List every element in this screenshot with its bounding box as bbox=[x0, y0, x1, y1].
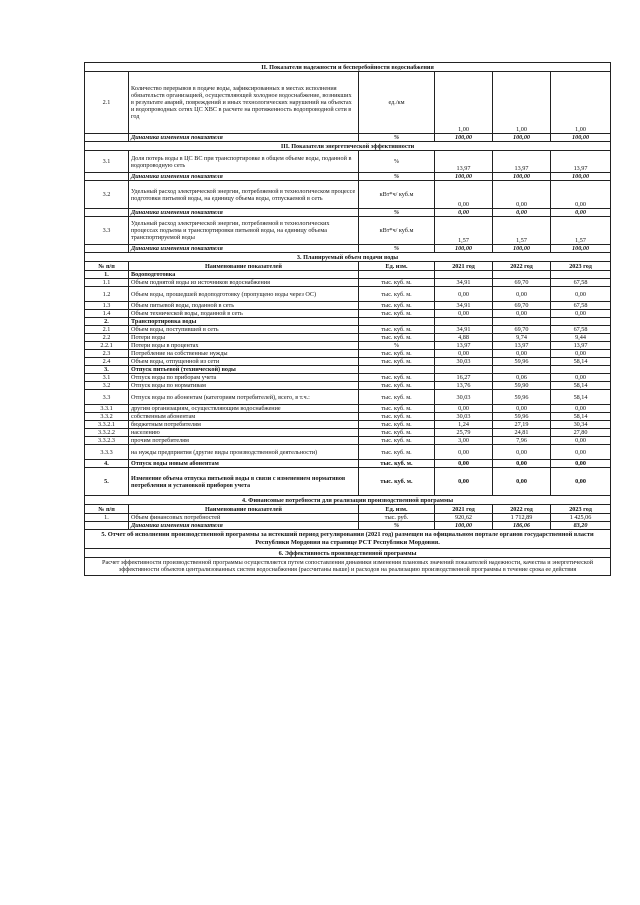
row-unit: % bbox=[359, 209, 435, 217]
value-2022: 0,00 bbox=[493, 445, 551, 460]
value-2021: 13,97 bbox=[435, 151, 493, 173]
value-2023: 0,00 bbox=[551, 445, 611, 460]
value-2023: 1 425,06 bbox=[551, 514, 611, 522]
row-unit: % bbox=[359, 151, 435, 173]
header-2021: 2021 год bbox=[435, 262, 493, 271]
value-2021 bbox=[435, 271, 493, 279]
section-2-title: II. Показатели надежности и бесперебойности водоснабжения bbox=[85, 63, 611, 72]
section-6-title: 6. Эффективность производственной программы bbox=[85, 549, 611, 558]
value-2023 bbox=[551, 366, 611, 374]
row-name: другим организациям, осуществляющим водоснабжение bbox=[129, 405, 359, 413]
row-number: 1. bbox=[85, 271, 129, 279]
row-number: 1.4 bbox=[85, 310, 129, 318]
row-number: 1.2 bbox=[85, 287, 129, 302]
value-2021: 30,03 bbox=[435, 413, 493, 421]
value-2023: 9,44 bbox=[551, 334, 611, 342]
finance-section-title: 4. Финансовые потребности для реализации производственной программы bbox=[85, 496, 611, 505]
table-row bbox=[85, 437, 611, 445]
row-name: Потери воды bbox=[129, 334, 359, 342]
dynamics-label: Динамика изменения показателя bbox=[129, 245, 359, 253]
value-2023 bbox=[551, 271, 611, 279]
value-2022: 13,97 bbox=[493, 151, 551, 173]
value-2021: 100,00 bbox=[435, 522, 493, 530]
value-2022: 0,00 bbox=[493, 310, 551, 318]
header-num: № п/п bbox=[85, 505, 129, 514]
row-number: 4. bbox=[85, 460, 129, 468]
row-name: Водоподготовка bbox=[129, 271, 359, 279]
value-2022: 100,00 bbox=[493, 245, 551, 253]
volume-header-row bbox=[85, 262, 611, 271]
row-unit bbox=[359, 318, 435, 326]
value-2021: 4,88 bbox=[435, 334, 493, 342]
value-2022: 9,74 bbox=[493, 334, 551, 342]
value-2023: 0,00 bbox=[551, 310, 611, 318]
value-2021: 1,57 bbox=[435, 217, 493, 245]
row-unit: % bbox=[359, 342, 435, 350]
header-2022: 2022 год bbox=[493, 262, 551, 271]
row-name: Удельный расход электрической энергии, потребляемой в технологическом процессе подготовки питьевой воды, на единицу объема воды, отпускаемой в сеть bbox=[129, 181, 359, 209]
value-2022: 0,00 bbox=[493, 468, 551, 496]
table-row bbox=[85, 374, 611, 382]
row-unit: тыс. куб. м. bbox=[359, 302, 435, 310]
header-unit: Ед. изм. bbox=[359, 505, 435, 514]
row-number: 2.2.1 bbox=[85, 342, 129, 350]
row-number: 1.3 bbox=[85, 302, 129, 310]
row-number: 3.3.2.2 bbox=[85, 429, 129, 437]
value-2022 bbox=[493, 366, 551, 374]
value-2021: 25,79 bbox=[435, 429, 493, 437]
row-unit: тыс. куб. м. bbox=[359, 326, 435, 334]
row-number: 3.3.1 bbox=[85, 405, 129, 413]
value-2021 bbox=[435, 366, 493, 374]
value-2021: 30,03 bbox=[435, 390, 493, 405]
row-unit: кВт*ч/ куб.м bbox=[359, 217, 435, 245]
value-2022: 0,00 bbox=[493, 287, 551, 302]
dynamics-row bbox=[85, 522, 611, 530]
value-2023: 27,80 bbox=[551, 429, 611, 437]
value-2022: 69,70 bbox=[493, 279, 551, 287]
value-2023 bbox=[551, 318, 611, 326]
row-name: Объем питьевой воды, поданной в сеть bbox=[129, 302, 359, 310]
row-number: 3.3 bbox=[85, 217, 129, 245]
indicators-table bbox=[84, 62, 611, 576]
row-unit: тыс. куб. м. bbox=[359, 279, 435, 287]
row-number: 3. bbox=[85, 366, 129, 374]
row-name: населению bbox=[129, 429, 359, 437]
value-2021: 0,00 bbox=[435, 350, 493, 358]
value-2022: 27,19 bbox=[493, 421, 551, 429]
value-2022: 69,70 bbox=[493, 326, 551, 334]
row-unit: % bbox=[359, 522, 435, 530]
value-2021: 3,00 bbox=[435, 437, 493, 445]
row-number: 3.3 bbox=[85, 390, 129, 405]
value-2022: 1,57 bbox=[493, 217, 551, 245]
row-number: 2.2 bbox=[85, 334, 129, 342]
value-2023: 58,14 bbox=[551, 382, 611, 390]
value-2021: 0,00 bbox=[435, 460, 493, 468]
value-2022: 186,06 bbox=[493, 522, 551, 530]
value-2022: 0,00 bbox=[493, 181, 551, 209]
value-2021: 0,00 bbox=[435, 468, 493, 496]
row-name: Изменение объема отпуска питьевой воды в связи с изменением нормативов потребления и установкой приборов учета bbox=[129, 468, 359, 496]
dynamics-label: Динамика изменения показателя bbox=[129, 522, 359, 530]
value-2023: 0,00 bbox=[551, 350, 611, 358]
value-2023: 1,00 bbox=[551, 72, 611, 134]
row-number: 3.2 bbox=[85, 181, 129, 209]
value-2021: 1,00 bbox=[435, 72, 493, 134]
value-2022 bbox=[493, 318, 551, 326]
value-2023: 0,00 bbox=[551, 468, 611, 496]
row-unit: тыс. куб. м. bbox=[359, 421, 435, 429]
table-row bbox=[85, 421, 611, 429]
row-unit: тыс. куб. м. bbox=[359, 310, 435, 318]
table-row bbox=[85, 358, 611, 366]
row-name: бюджетным потребителям bbox=[129, 421, 359, 429]
value-2023: 100,00 bbox=[551, 173, 611, 181]
table-row bbox=[85, 279, 611, 287]
row-name: Потери воды в процентах bbox=[129, 342, 359, 350]
row-number: 3.3.3 bbox=[85, 445, 129, 460]
value-2021: 30,03 bbox=[435, 358, 493, 366]
row-unit: тыс. руб. bbox=[359, 514, 435, 522]
value-2023: 0,00 bbox=[551, 405, 611, 413]
row-unit: тыс. куб. м. bbox=[359, 334, 435, 342]
table-row bbox=[85, 405, 611, 413]
value-2023: 67,58 bbox=[551, 326, 611, 334]
value-2021: 100,00 bbox=[435, 245, 493, 253]
table-row bbox=[85, 326, 611, 334]
header-num: № п/п bbox=[85, 262, 129, 271]
table-row bbox=[85, 181, 611, 209]
value-2021: 34,91 bbox=[435, 279, 493, 287]
table-row bbox=[85, 382, 611, 390]
row-name: Отпуск воды по абонентам (категориям потребителей), всего, в т.ч.: bbox=[129, 390, 359, 405]
row-name: Объем технической воды, поданной в сеть bbox=[129, 310, 359, 318]
dynamics-label: Динамика изменения показателя bbox=[129, 173, 359, 181]
row-name: Удельный расход электрической энергии, потребляемой в технологических процессах подъема и транспортировки питьевой воды, на единицу объема транспортируемой воды bbox=[129, 217, 359, 245]
table-row bbox=[85, 460, 611, 468]
row-name: Отпуск воды по нормативам bbox=[129, 382, 359, 390]
header-2023: 2023 год bbox=[551, 505, 611, 514]
value-2021: 0,00 bbox=[435, 287, 493, 302]
value-2023: 0,00 bbox=[551, 181, 611, 209]
row-unit: тыс. куб. м. bbox=[359, 382, 435, 390]
row-number: 1. bbox=[85, 514, 129, 522]
dynamics-row bbox=[85, 173, 611, 181]
dynamics-row bbox=[85, 245, 611, 253]
row-unit: ед./км bbox=[359, 72, 435, 134]
value-2022: 1,00 bbox=[493, 72, 551, 134]
value-2023: 83,20 bbox=[551, 522, 611, 530]
value-2021: 0,00 bbox=[435, 310, 493, 318]
value-2022: 24,81 bbox=[493, 429, 551, 437]
section-5-report: 5. Отчет об исполнении производственной программы за истекший период регулирования (2021 год) размещен на официальном портале органов государственной власти Республики Мордовия на странице РСТ Республики Мордовия. bbox=[85, 530, 611, 549]
section-6-text: Расчет эффективности производственной программы осуществляется путем сопоставления динамики изменения плановых значений показателей надежности, качества и энергетической эффективности объектов централизованных систем водоснабжения (рассчитаны выше) и расходов на реализацию производственной программы в течение срока ее действия bbox=[85, 558, 611, 576]
header-name: Наименование показателей bbox=[129, 505, 359, 514]
value-2023: 67,58 bbox=[551, 302, 611, 310]
row-name: Отпуск воды новым абонентам bbox=[129, 460, 359, 468]
row-unit: % bbox=[359, 134, 435, 142]
row-unit: тыс. куб. м. bbox=[359, 413, 435, 421]
value-2022: 0,00 bbox=[493, 350, 551, 358]
row-unit: тыс. куб. м. bbox=[359, 460, 435, 468]
row-number: 5. bbox=[85, 468, 129, 496]
value-2022: 13,97 bbox=[493, 342, 551, 350]
table-row bbox=[85, 217, 611, 245]
value-2023: 0,00 bbox=[551, 374, 611, 382]
value-2021 bbox=[435, 318, 493, 326]
row-name: Объем воды, поступившей в сеть bbox=[129, 326, 359, 334]
table-row bbox=[85, 514, 611, 522]
value-2022: 100,00 bbox=[493, 134, 551, 142]
header-2022: 2022 год bbox=[493, 505, 551, 514]
value-2021: 0,00 bbox=[435, 209, 493, 217]
row-name: прочим потребителям bbox=[129, 437, 359, 445]
row-number: 2.1 bbox=[85, 72, 129, 134]
value-2022: 59,96 bbox=[493, 390, 551, 405]
value-2021: 16,27 bbox=[435, 374, 493, 382]
row-name: Отпуск питьевой (технической) воды bbox=[129, 366, 359, 374]
value-2022: 59,90 bbox=[493, 382, 551, 390]
row-number: 3.3.2.3 bbox=[85, 437, 129, 445]
table-row bbox=[85, 334, 611, 342]
value-2023: 0,00 bbox=[551, 460, 611, 468]
row-unit bbox=[359, 271, 435, 279]
value-2022: 100,00 bbox=[493, 173, 551, 181]
header-2021: 2021 год bbox=[435, 505, 493, 514]
row-number: 3.3.2 bbox=[85, 413, 129, 421]
header-unit: Ед. изм. bbox=[359, 262, 435, 271]
value-2021: 13,76 bbox=[435, 382, 493, 390]
header-name: Наименование показателей bbox=[129, 262, 359, 271]
row-unit: % bbox=[359, 245, 435, 253]
row-name: на нужды предприятия (другие виды производственной деятельности) bbox=[129, 445, 359, 460]
value-2021: 0,00 bbox=[435, 181, 493, 209]
row-name: Объем финансовых потребностей bbox=[129, 514, 359, 522]
row-name: Количество перерывов в подаче воды, зафиксированных в местах исполнения обязательств организацией, осуществляющей холодное водоснабжение, возникших в результате аварий, повреждений и иных технологических нарушений на объектах и водопроводных сетях ЦС ХВС в расчете на протяженность водопроводной сети в год bbox=[129, 72, 359, 134]
row-unit: тыс. куб. м. bbox=[359, 445, 435, 460]
value-2023: 67,58 bbox=[551, 279, 611, 287]
value-2023: 13,97 bbox=[551, 342, 611, 350]
table-row bbox=[85, 302, 611, 310]
row-number: 2.3 bbox=[85, 350, 129, 358]
table-row bbox=[85, 468, 611, 496]
value-2023: 13,97 bbox=[551, 151, 611, 173]
row-name: Транспортировка воды bbox=[129, 318, 359, 326]
row-unit: тыс. куб. м. bbox=[359, 405, 435, 413]
section-3-title: III. Показатели энергетической эффективности bbox=[85, 142, 611, 151]
value-2022: 0,06 bbox=[493, 374, 551, 382]
value-2022: 0,00 bbox=[493, 405, 551, 413]
value-2021: 100,00 bbox=[435, 173, 493, 181]
value-2022: 0,00 bbox=[493, 209, 551, 217]
value-2023: 0,00 bbox=[551, 287, 611, 302]
value-2023: 58,14 bbox=[551, 390, 611, 405]
row-unit: кВт*ч/ куб.м bbox=[359, 181, 435, 209]
row-unit: тыс. куб. м. bbox=[359, 468, 435, 496]
row-unit: тыс. куб. м. bbox=[359, 429, 435, 437]
dynamics-row bbox=[85, 134, 611, 142]
row-name: Объем воды, прошедшей водоподготовку (пропущено воды через ОС) bbox=[129, 287, 359, 302]
table-row bbox=[85, 342, 611, 350]
table-row bbox=[85, 271, 611, 279]
value-2023: 100,00 bbox=[551, 245, 611, 253]
value-2023: 100,00 bbox=[551, 134, 611, 142]
value-2023: 30,34 bbox=[551, 421, 611, 429]
row-unit: % bbox=[359, 173, 435, 181]
dynamics-label: Динамика изменения показателя bbox=[129, 134, 359, 142]
row-unit: тыс. куб. м. bbox=[359, 390, 435, 405]
table-row bbox=[85, 445, 611, 460]
value-2023: 0,00 bbox=[551, 209, 611, 217]
document-page bbox=[84, 62, 610, 576]
dynamics-label: Динамика изменения показателя bbox=[129, 209, 359, 217]
row-unit: тыс. куб. м. bbox=[359, 358, 435, 366]
row-number: 1.1 bbox=[85, 279, 129, 287]
dynamics-row bbox=[85, 209, 611, 217]
value-2022: 69,70 bbox=[493, 302, 551, 310]
value-2021: 100,00 bbox=[435, 134, 493, 142]
value-2023: 58,14 bbox=[551, 358, 611, 366]
value-2022: 0,00 bbox=[493, 460, 551, 468]
table-row bbox=[85, 366, 611, 374]
value-2022: 7,96 bbox=[493, 437, 551, 445]
row-number: 2.1 bbox=[85, 326, 129, 334]
value-2021: 0,00 bbox=[435, 405, 493, 413]
value-2021: 1,24 bbox=[435, 421, 493, 429]
row-number: 2.4 bbox=[85, 358, 129, 366]
row-unit: тыс. куб. м. bbox=[359, 287, 435, 302]
row-name: Потребление на собственные нужды bbox=[129, 350, 359, 358]
row-name: Объем воды, отпущенной из сети bbox=[129, 358, 359, 366]
row-number: 3.3.2.1 bbox=[85, 421, 129, 429]
row-unit: тыс. куб. м. bbox=[359, 374, 435, 382]
value-2021: 0,00 bbox=[435, 445, 493, 460]
table-row bbox=[85, 413, 611, 421]
table-row bbox=[85, 72, 611, 134]
value-2021: 13,97 bbox=[435, 342, 493, 350]
table-row bbox=[85, 350, 611, 358]
table-row bbox=[85, 318, 611, 326]
value-2022: 59,96 bbox=[493, 413, 551, 421]
table-row bbox=[85, 429, 611, 437]
table-row bbox=[85, 287, 611, 302]
table-row bbox=[85, 151, 611, 173]
value-2021: 34,91 bbox=[435, 326, 493, 334]
value-2023: 1,57 bbox=[551, 217, 611, 245]
value-2023: 0,00 bbox=[551, 437, 611, 445]
value-2022: 1 712,89 bbox=[493, 514, 551, 522]
row-number: 2. bbox=[85, 318, 129, 326]
row-name: Объем поднятой воды из источников водоснабжения bbox=[129, 279, 359, 287]
finance-header-row bbox=[85, 505, 611, 514]
row-name: Отпуск воды по приборам учета bbox=[129, 374, 359, 382]
row-name: собственным абонентам bbox=[129, 413, 359, 421]
row-unit bbox=[359, 366, 435, 374]
value-2022 bbox=[493, 271, 551, 279]
row-number: 3.1 bbox=[85, 374, 129, 382]
row-number: 3.2 bbox=[85, 382, 129, 390]
table-row bbox=[85, 390, 611, 405]
value-2022: 59,96 bbox=[493, 358, 551, 366]
row-name: Доля потерь воды в ЦС ВС при транспортировке в общем объеме воды, поданной в водопроводную сеть bbox=[129, 151, 359, 173]
row-unit: тыс. куб. м. bbox=[359, 350, 435, 358]
volume-section-title: 3. Планируемый объем подачи воды bbox=[85, 253, 611, 262]
value-2021: 34,91 bbox=[435, 302, 493, 310]
value-2021: 920,62 bbox=[435, 514, 493, 522]
row-unit: тыс. куб. м. bbox=[359, 437, 435, 445]
value-2023: 58,14 bbox=[551, 413, 611, 421]
header-2023: 2023 год bbox=[551, 262, 611, 271]
row-number: 3.1 bbox=[85, 151, 129, 173]
table-row bbox=[85, 310, 611, 318]
